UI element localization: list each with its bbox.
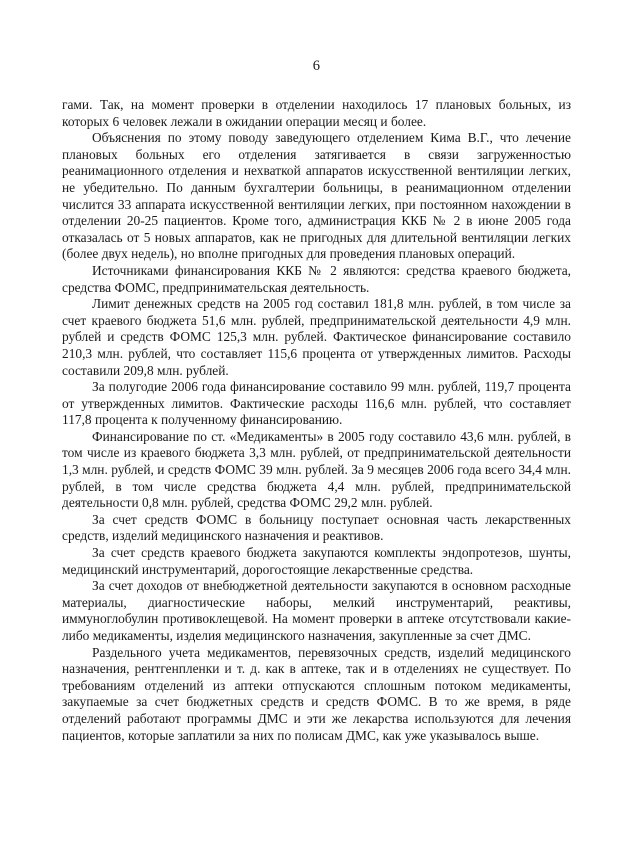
paragraph: За полугодие 2006 года финансирование составило 99 млн. рублей, 119,7 процента от утвержденных лимитов. Фактические расходы 116,6 млн. рублей, что составляет 117,8 процента к полученному финансированию. [62, 379, 571, 428]
document-body [62, 97, 571, 744]
paragraph: Лимит денежных средств на 2005 год составил 181,8 млн. рублей, в том числе за счет краевого бюджета 51,6 млн. рублей, предпринимательской деятельности 4,9 млн. рублей и средств ФОМС 125,3 млн. рублей. Фактическое финансирование составило 210,3 млн. рублей, что составляет 115,6 процента от утвержденных лимитов. Расходы составили 209,8 млн. рублей. [62, 296, 571, 378]
paragraph: Финансирование по ст. «Медикаменты» в 2005 году составило 43,6 млн. рублей, в том числе из краевого бюджета 3,3 млн. рублей, от предпринимательской деятельности 1,3 млн. рублей, и средств ФОМС 39 млн. рублей. За 9 месяцев 2006 года всего 34,4 млн. рублей, в том числе средства бюджета 4,4 млн. рублей, предпринимательской деятельности 0,8 млн. рублей, средства ФОМС 29,2 млн. рублей. [62, 428, 571, 511]
page-number: 6 [312, 58, 321, 74]
paragraph: За счет доходов от внебюджетной деятельности закупаются в основном расходные материалы, диагностические наборы, мелкий инструментарий, реактивы, иммуноглобулин противоклещевой. На момент проверки в аптеке отсутствовали какие-либо медикаменты, изделия медицинского назначения, закупленные за счет ДМС. [62, 578, 571, 643]
paragraph: Объяснения по этому поводу заведующего отделением Кима В.Г., что лечение плановых больных его отделения затягивается в связи загруженностью реанимационного отделения и нехваткой аппаратов искусственной вентиляции легких, не убедительно. По данным бухгалтерии больницы, в реанимационном отделении числится 33 аппарата искусственной вентиляции легких, при постоянном нахождении в отделении 20-25 пациентов. Кроме того, администрация ККБ № 2 в июне 2005 года отказалась от 5 новых аппаратов, как не пригодных для длительной вентиляции легких (более двух недель), но вполне пригодных для проведения плановых операций. [62, 130, 571, 262]
paragraph: гами. Так, на момент проверки в отделении находилось 17 плановых больных, из которых 6 человек лежали в ожидании операции месяц и более. [62, 97, 571, 129]
paragraph: Источниками финансирования ККБ № 2 являются: средства краевого бюджета, средства ФОМС, предпринимательская деятельность. [62, 262, 571, 295]
paragraph: За счет средств ФОМС в больницу поступает основная часть лекарственных средств, изделий медицинского назначения и реактивов. [62, 511, 571, 544]
paragraph: Раздельного учета медикаментов, перевязочных средств, изделий медицинского назначения, рентгенпленки и т. д. как в аптеке, так и в отделениях не существует. По требованиям отделений из аптеки отпускаются сплошным потоком медикаменты, закупаемые за счет бюджетных средств и средств ФОМС. В то же время, в ряде отделений работают программы ДМС и эти же лекарства используются для лечения пациентов, которые заплатили за них по полисам ДМС, как уже указывалось выше. [62, 644, 571, 743]
paragraph: За счет средств краевого бюджета закупаются комплекты эндопротезов, шунты, медицинский инструментарий, дорогостоящие лекарственные средства. [62, 545, 571, 577]
